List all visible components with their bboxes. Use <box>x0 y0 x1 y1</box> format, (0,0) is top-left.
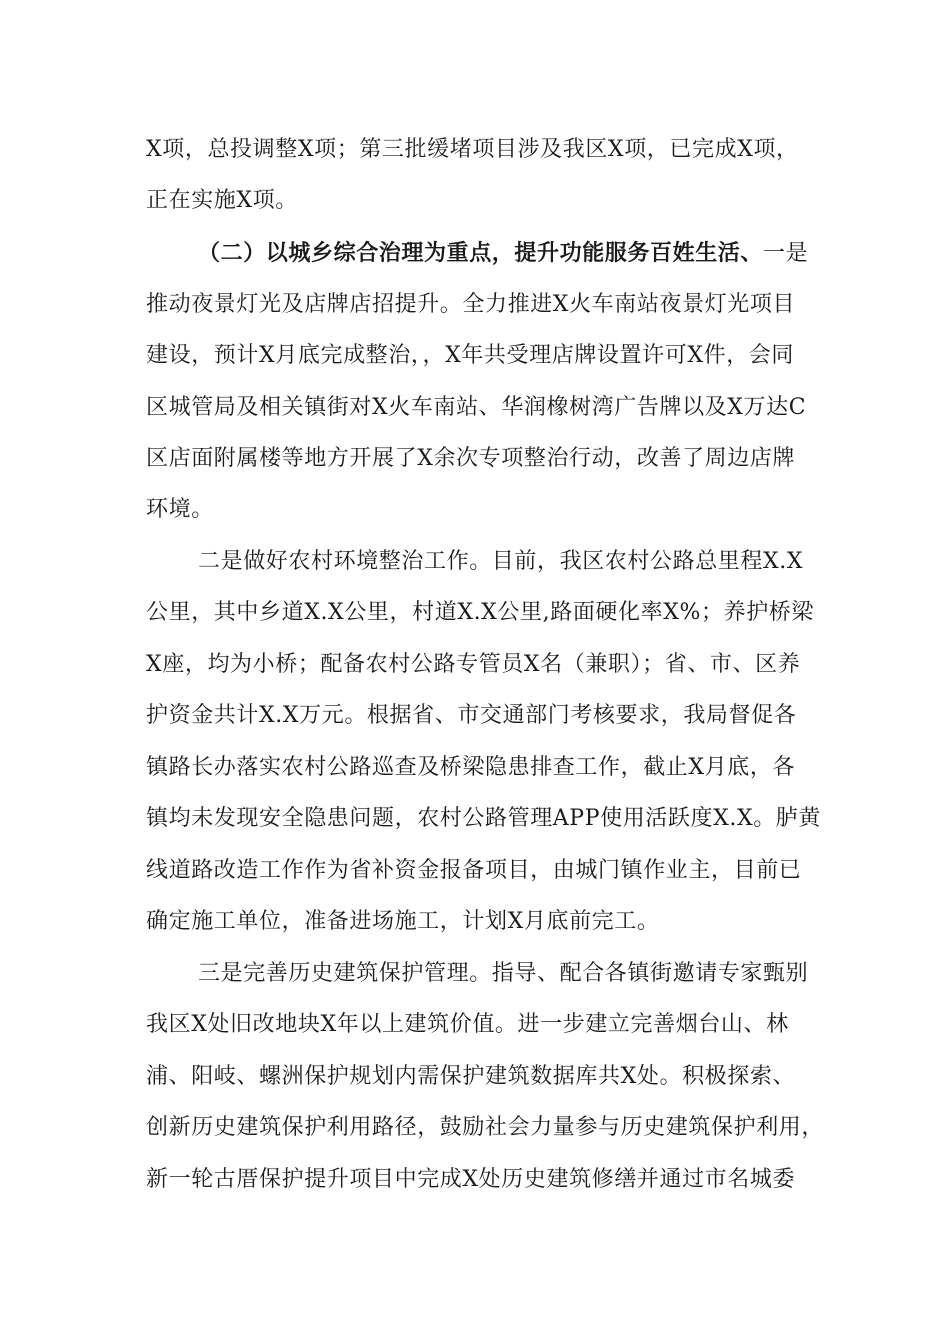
text-line: 三是完善历史建筑保护管理。指导、配合各镇街邀请专家甄别 <box>198 961 809 986</box>
text-line: 建设，预计X月底完成整治，，X年共受理店牌设置许可X件，会同 <box>146 343 794 368</box>
text-line: 我区X处旧改地块X年以上建筑价值。进一步建立完善烟台山、林 <box>146 1012 789 1037</box>
text-line: 镇路长办落实农村公路巡查及桥梁隐患排查工作，截止X月底，各 <box>146 755 796 780</box>
text-line: 新一轮古厝保护提升项目中完成X处历史建筑修缮并通过市名城委 <box>146 1167 796 1192</box>
text-line: 区城管局及相关镇街对X火车南站、华润橡树湾广告牌以及X万达C <box>146 395 807 420</box>
text-line: X项，总投调整X项；第三批缓堵项目涉及我区X项，已完成X项， <box>146 137 799 162</box>
text-line: 镇均未发现安全隐患问题，农村公路管理APP使用活跃度X.X。胪黄 <box>146 806 822 831</box>
text-line: 正在实施X项。 <box>146 188 298 213</box>
text-line: X座，均为小桥；配备农村公路专管员X名（兼职）；省、市、区养 <box>146 652 801 677</box>
text-line: 推动夜景灯光及店牌店招提升。全力推进X火车南站夜景灯光项目 <box>146 292 796 317</box>
text-line: 环境。 <box>146 497 214 522</box>
text-line: 二是做好农村环境整治工作。目前，我区农村公路总里程X.X <box>198 549 804 574</box>
text-line: 浦、阳岐、螺洲保护规划内需保护建筑数据库共X处。积极探索、 <box>146 1064 796 1089</box>
text-line: 护资金共计X.X万元。根据省、市交通部门考核要求，我局督促各 <box>146 703 797 728</box>
text-line: 创新历史建筑保护利用路径，鼓励社会力量参与历史建筑保护利用， <box>146 1115 825 1140</box>
text-line: 公里，其中乡道X.X公里，村道X.X公里,路面硬化率X%；养护桥梁 <box>146 600 814 625</box>
section-heading: （二）以城乡综合治理为重点，提升功能服务百姓生活、 <box>198 240 764 266</box>
text-line: 区店面附属楼等地方开展了X余次专项整治行动，改善了周边店牌 <box>146 446 796 471</box>
text-line: 一是 <box>763 241 809 266</box>
text-line: 线道路改造工作作为省补资金报备项目，由城门镇作业主，目前已 <box>146 858 802 883</box>
text-line: 确定施工单位，准备进场施工，计划X月底前完工。 <box>146 909 660 934</box>
section-heading-line <box>198 238 826 268</box>
